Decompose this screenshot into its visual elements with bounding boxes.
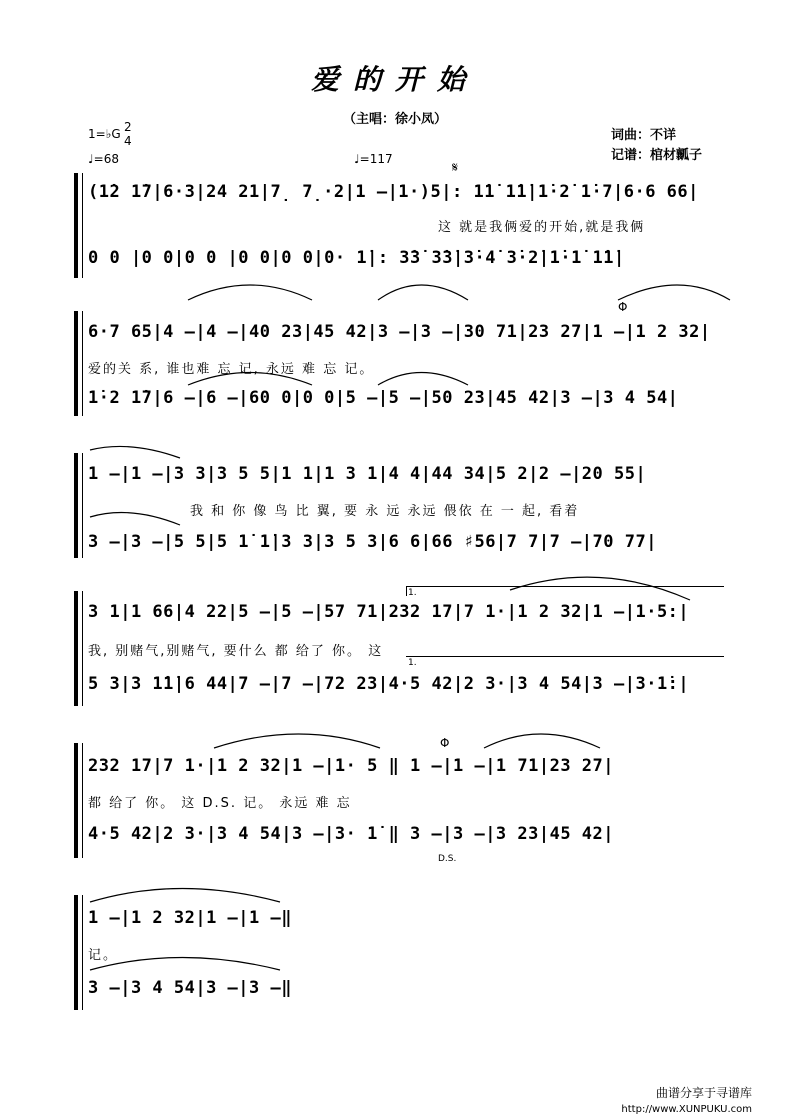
footer-site-url[interactable]: http://www.XUNPUKU.com [621, 1104, 752, 1115]
slur-arc [90, 513, 180, 526]
harmony-line: 3 –|3 4 54|3 –|3 –‖ [88, 978, 292, 998]
segno-icon: 𝄋 [452, 160, 459, 176]
lyrics-line: 这 就是我俩爱的开始,就是我俩 [438, 220, 646, 235]
transcriber-credit: 记谱：棺材瓤子 [611, 148, 703, 163]
tempo-marking-2: ♩=117 [354, 152, 393, 166]
melody-line: (1̇2 1̇7|6·3|24 21|7̣ 7̣·2|1 –|1·)5|: 1̇1̇ 1̇1̇|1̇·2̇ 1̇·7|6·6 66| [88, 182, 699, 202]
melody-line: 3 1|1 66|4 22|5 –|5 –|57 71|232 17|7 1·|1 2 32|1 –|1·5:| [88, 602, 690, 622]
slur-arc [484, 734, 600, 748]
melody-line: 1 –|1 2 32|1 –|1 –‖ [88, 908, 292, 928]
harmony-line: 5 3|3 1̇1̇|6 44|7 –|7 –|72 23|4·5 42|2 3·|3 4 54|3 –|3·1̇:| [88, 674, 690, 694]
harmony-line: 1̇·2 1̇7|6 –|6 –|60 0|0 0|5 –|5 –|50 23|45 42|3 –|3 4 54| [88, 388, 679, 408]
slur-arc [90, 446, 180, 458]
lyrics-line: 记。 [88, 948, 119, 963]
lyricist-credit: 词曲：不详 [611, 128, 677, 143]
slur-arc [188, 285, 312, 300]
tempo-marking-1: ♩=68 [88, 152, 119, 166]
slur-arc [510, 577, 690, 600]
coda-icon: Φ [440, 736, 450, 750]
slur-arc [214, 734, 380, 748]
harmony-line: 4·5 42|2 3·|3 4 54|3 –|3· 1̇ ‖ 3 –|3 –|3 23|45 42| [88, 824, 615, 844]
slur-arc [618, 285, 730, 300]
slur-arc [188, 373, 312, 386]
lyrics-line: 我, 别赌气,别赌气, 要什么 都 给了 你。 这 [88, 644, 384, 659]
ds-label: D.S. [438, 854, 457, 864]
harmony-line: 0 0 |0 0|0 0 |0 0|0 0|0· 1̇|: 3̇3̇ 3̇3̇|3̇·4̇ 3̇·2̇|1̇·1̇ 1̇1̇| [88, 248, 625, 268]
volta-label: 1. [408, 588, 417, 598]
slur-arc [378, 285, 468, 300]
slur-arc [90, 958, 280, 971]
slur-arc [90, 889, 280, 903]
volta-label: 1. [408, 658, 417, 668]
coda-icon: Φ [618, 300, 628, 314]
lyrics-line: 爱的关 系, 谁也难 忘 记, 永远 难 忘 记。 [88, 362, 375, 377]
melody-line: 232 17|7 1·|1 2 32|1 –|1· 5 ‖ 1 –|1 –|1 71|23 27| [88, 756, 615, 776]
singer-credit: （主唱：徐小凤） [342, 112, 447, 127]
melody-line: 1 –|1 –|3 3|3 5 5|1 1|1 3 1|4 4|44 34|5 2|2 –|20 55| [88, 464, 647, 484]
footer-site-name: 曲谱分享于寻谱库 [655, 1086, 752, 1100]
harmony-line: 3 –|3 –|5 5|5 1̇ 1̇|3 3|3 5 3|6 6|66 ♯56|7 7|7 –|70 77| [88, 532, 657, 552]
slur-arc [378, 373, 468, 386]
lyrics-line: 都 给了 你。 这 D.S. 记。 永远 难 忘 [88, 796, 352, 811]
key-signature: 1=♭G [88, 127, 121, 141]
time-signature-bottom: 4 [124, 134, 132, 148]
time-signature-top: 2 [124, 120, 132, 134]
song-title: 爱的开始 [310, 63, 479, 96]
melody-line: 6·7 65|4 –|4 –|40 23|45 42|3 –|3 –|30 71|23 27|1 –|1 2 32| [88, 322, 711, 342]
lyrics-line: 我 和 你 像 鸟 比 翼, 要 永 远 永远 偎依 在 一 起, 看着 [190, 504, 580, 519]
